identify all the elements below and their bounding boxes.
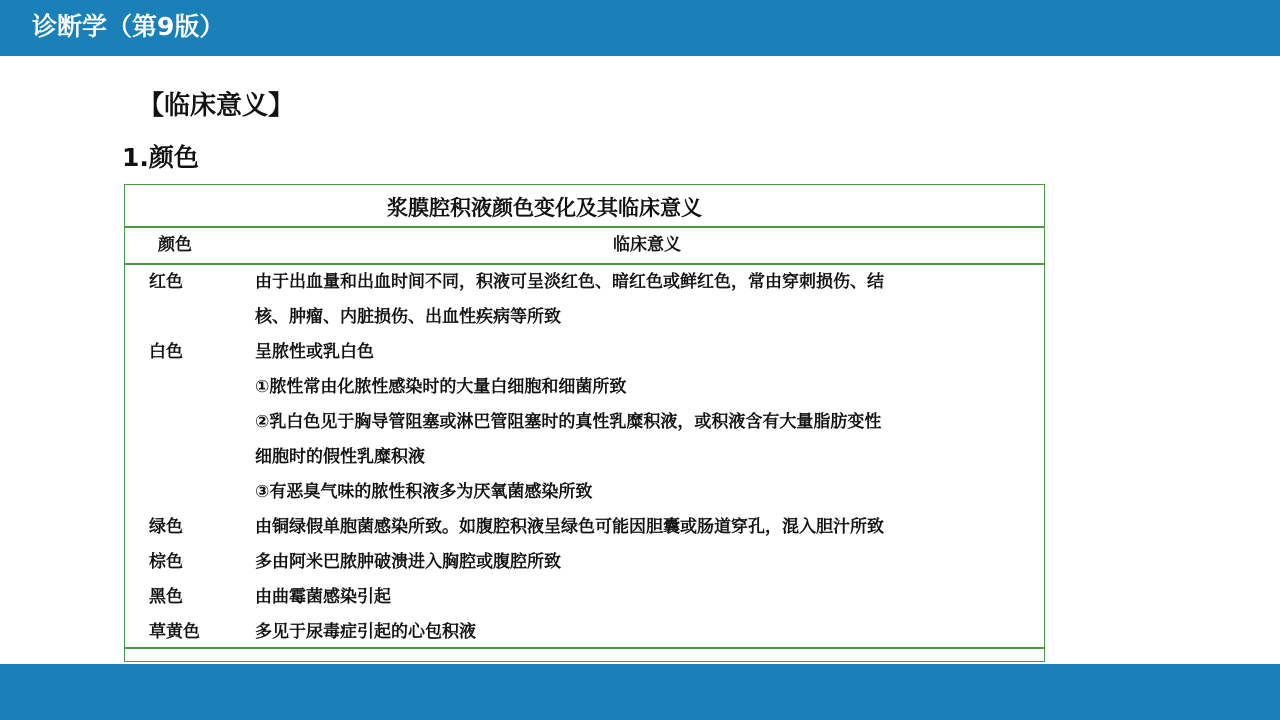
row-meaning xyxy=(255,335,1025,510)
column-header-meaning: 临床意义 xyxy=(613,235,681,255)
row-meaning-line: 由于出血量和出血时间不同，积液可呈淡红色、暗红色或鲜红色，常由穿刺损伤、结 xyxy=(255,272,884,292)
row-meaning xyxy=(255,265,1025,335)
table-caption: 浆膜腔积液颜色变化及其临床意义 xyxy=(387,196,702,220)
section-heading: 【临床意义】 xyxy=(138,91,295,121)
row-meaning-line: 由铜绿假单胞菌感染所致。如腹腔积液呈绿色可能因胆囊或肠道穿孔，混入胆汁所致 xyxy=(255,517,884,537)
book-title: 诊断学（第9版） xyxy=(32,12,225,41)
table-rule-top xyxy=(125,226,1044,228)
row-meaning xyxy=(255,545,1025,580)
row-color-name: 黑色 xyxy=(149,587,183,607)
table-row xyxy=(125,265,1044,335)
row-meaning-line: 核、肿瘤、内脏损伤、出血性疾病等所致 xyxy=(255,307,561,327)
table-row xyxy=(125,615,1044,650)
row-meaning-line: 由曲霉菌感染引起 xyxy=(255,587,391,607)
table-rule-bottom xyxy=(125,647,1044,649)
table-row xyxy=(125,510,1044,545)
row-meaning xyxy=(255,510,1025,545)
row-meaning-line: 细胞时的假性乳糜积液 xyxy=(255,447,425,467)
row-meaning-line: 呈脓性或乳白色 xyxy=(255,342,374,362)
row-meaning-line: ①脓性常由化脓性感染时的大量白细胞和细菌所致 xyxy=(255,377,627,397)
row-meaning-line: ②乳白色见于胸导管阻塞或淋巴管阻塞时的真性乳糜积液，或积液含有大量脂肪变性 xyxy=(255,412,882,432)
column-header-color: 颜色 xyxy=(158,235,192,255)
table-row xyxy=(125,580,1044,615)
row-color-name: 白色 xyxy=(149,342,183,362)
row-meaning xyxy=(255,580,1025,615)
sub-heading: 1.颜色 xyxy=(122,143,199,172)
table-row xyxy=(125,335,1044,510)
row-meaning xyxy=(255,615,1025,650)
row-color-name: 绿色 xyxy=(149,517,183,537)
row-meaning-line: 多见于尿毒症引起的心包积液 xyxy=(255,622,476,642)
footer-bar xyxy=(0,664,1280,720)
header-bar xyxy=(0,0,1280,56)
row-color-name: 红色 xyxy=(149,272,183,292)
table-body xyxy=(125,265,1044,650)
row-color-name: 棕色 xyxy=(149,552,183,572)
table-row xyxy=(125,545,1044,580)
row-meaning-line: ③有恶臭气味的脓性积液多为厌氧菌感染所致 xyxy=(255,482,593,502)
row-meaning-line: 多由阿米巴脓肿破溃进入胸腔或腹腔所致 xyxy=(255,552,561,572)
row-color-name: 草黄色 xyxy=(149,622,200,642)
color-meaning-table xyxy=(124,184,1045,662)
